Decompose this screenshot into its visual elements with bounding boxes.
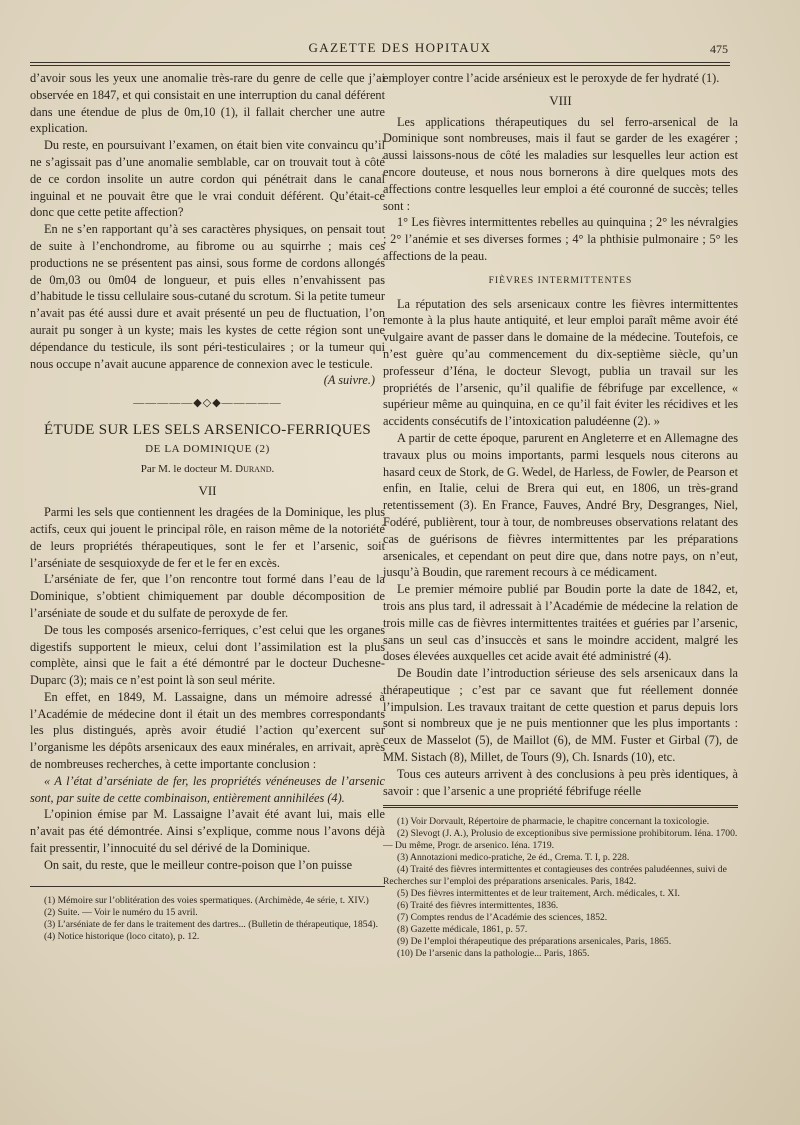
paragraph: On sait, du reste, que le meilleur contre-poison que l’on puisse (44, 857, 353, 872)
left-column (30, 70, 385, 1075)
paragraph: De tous les composés arsenico-ferriques, c’est celui que les organes digestifs supportent le mieux, celui dont l’assimilation est la plus complète, ainsi que le fait a été démontré par le docteur Duchesne-Duparc (3); mais ce n’est point là son seul mérite. (30, 622, 385, 688)
footnote: (8) Gazette médicale, 1861, p. 57. (397, 924, 528, 936)
article-author (30, 461, 385, 478)
footnote-rule (383, 805, 738, 808)
to-be-continued: (A suivre.) (323, 373, 375, 388)
journal-title: GAZETTE DES HOPITAUX (308, 40, 492, 55)
footnote: (9) De l’emploi thérapeutique des préparations arsenicales, Paris, 1865. (397, 936, 672, 948)
paragraph: Tous ces auteurs arrivent à des conclusions à peu près identiques, à savoir : que l’arsenic a une propriété fébrifuge réelle (383, 766, 738, 798)
section-number: VIII (549, 92, 572, 108)
footnote: (2) Slevogt (J. A.), Prolusio de exceptionibus sive permissione prohibitorum. Iéna. 1700. — Du même, Progr. de arsenico. Iéna. 1719. (383, 828, 738, 852)
paragraph: L’opinion émise par M. Lassaigne l’avait été avant lui, mais elle n’avait pas été démontrée. Ainsi s’explique, comme nous l’avons déjà fait pressentir, l’innocuité du sel dérivé de la Dominique. (30, 807, 385, 856)
quotation: « A l’état d’arséniate de fer, les propriétés vénéneuses de l’arsenic sont, par suite de cette combinaison, entièrement annihilées (4). (30, 773, 385, 805)
author-prefix: Par M. le docteur (140, 462, 218, 475)
paragraph: L’arséniate de fer, que l’on rencontre tout formé dans l’eau de la Dominique, s’obtient chimiquement par double décomposition de l’arséniate de soude et du sulfate de peroxyde de fer. (30, 572, 385, 620)
header-rule-secondary (30, 65, 730, 66)
paragraph: En ne s’en rapportant qu’à ses caractères physiques, on pensait tout de suite à l’enchondrome, au fibrome ou au squirrhe ; mais ces productions ne se présentent pas ainsi, sous forme de cordons allongés de 0m,03 ou 0m04 de longueur, et puis elles n’envahissent pas d’habitude le tissu cellulaire sous-cutané du scrotum. Si la petite tumeur n’avait pas été aussi dure et avait présenté un peu de fluctuation, l’on aurait pu songer à un kyste; mais les kystes de cette région sont une dépendance du testicule, ils sont péri-testiculaires ; or la tumeur qui nous occupe n’avait aucune apparence de connexion avec le testicule. (30, 222, 385, 371)
paragraph: Du reste, en poursuivant l’examen, on était bien vite convaincu qu’il ne s’agissait pas d’une anomalie semblable, car on trouvait tout à côté de ce cordon insolite un autre cordon qui pénétrait dans le canal inguinal et ne pouvait être que le vrai conduit déférent. Qu’était-ce donc que cette petite affection? (30, 138, 385, 220)
paragraph: La réputation des sels arsenicaux contre les fièvres intermittentes remonte à la plus haute antiquité, et leur emploi paraît même avoir été vulgaire avant de passer dans le domaine de la médecine. Toutefois, ce n’est guère qu’au commencement du dix-septième siècle, qu’un professeur d’Iéna, le docteur Slevogt, publia un travail sur les propriétés de l’arsenic, qu’il qualifie de fébrifuge par excellence, « supérieur même au quinquina, en ce qu’il fait éviter les récidives et les accidents consécutifs de l’intoxication paludéenne (2). » (383, 296, 738, 429)
paragraph: d’avoir sous les yeux une anomalie très-rare du genre de celle que j’ai observée en 1847, et qui consistait en une interruption du canal déférent dans une étendue de plus de 0m,10 (1), il fallait chercher une autre explication. (30, 71, 385, 136)
footnote: (10) De l’arsenic dans la pathologie... Paris, 1865. (397, 948, 590, 960)
article-subtitle: DE LA DOMINIQUE (2) (145, 442, 270, 455)
footnote: (3) Annotazioni medico-pratiche, 2e éd., Crema. T. I, p. 228. (397, 852, 630, 864)
footnote-rule (30, 886, 385, 887)
paragraph: employer contre l’acide arsénieux est le peroxyde de fer hydraté (1). (383, 71, 720, 85)
page-number: 475 (710, 42, 728, 56)
header-rule (30, 62, 730, 63)
paragraph: Le premier mémoire publié par Boudin porte la date de 1842, et, trois ans plus tard, il adressait à l’Académie de médecine la relation de trois mille cas de fièvres intermittentes traitées et guéries par l’arsenic, sans un seul cas d’insuccès et sans le moindre accident, malgré les doses élevées auxquelles cet acide avait été administré (4). (383, 582, 738, 664)
paragraph: En effet, en 1849, M. Lassaigne, dans un mémoire adressé à l’Académie de médecine dont il était un des membres correspondants les plus distingués, après avoir étudié l’action qu’exercent sur l’organisme les dépôts arsenicaux des eaux minérales, en arrivait, après de nombreuses recherches, à cette importante conclusion : (30, 689, 385, 772)
footnote: (6) Traité des fièvres intermittentes, 1836. (397, 900, 559, 912)
footnote: (4) Notice historique (loco citato), p. 12. (44, 930, 200, 942)
author-name: M. Durand. (219, 462, 275, 475)
section-number: VII (198, 483, 217, 499)
paragraph: Parmi les sels que contiennent les dragées de la Dominique, les plus actifs, ceux qui jouent le principal rôle, en raison même de la notoriété de leurs propriétés thérapeutiques, sont le fer et l’arsenic, soit l’arséniate de sesquioxyde de fer et le fer en excès. (30, 505, 385, 570)
paragraph: A partir de cette époque, parurent en Angleterre et en Allemagne des travaux plus ou moins importants, parmi lesquels nous citerons au hasard ceux de Stork, de G. Wedel, de Harless, de Fowler, de Pearson et enfin, en Italie, celui de Brera qui eut, en 1806, un très-grand retentissement (3). En France, Fauves, André Bry, Desgranges, Niel, Fodéré, publièrent, tour à tour, de nombreuses observations relatant des cas de guérisons de fièvres intermittentes par les préparations arsenicales, et cependant on peut dire que, dans notre pays, on n’eut, jusqu’à Boudin, que rarement recours à ce médicament. (383, 430, 738, 580)
footnote: (5) Des fièvres intermittentes et de leur traitement, Arch. médicales, t. XI. (397, 888, 680, 900)
paragraph: De Boudin date l’introduction sérieuse des sels arsenicaux dans la thérapeutique ; c’est par ce savant que fut réellement donnée l’impulsion. Les travaux traitant de cette question et parus depuis lors sont si nombreux que je ne puis mentionner que les plus importants : ceux de Masselot (5), de Maillot (6), de MM. Fuster et Girbal (7), de MM. Sistach (8), Millet, de Tours (9), Ch. Isnards (10), etc. (383, 666, 738, 765)
footnote: (3) L’arséniate de fer dans le traitement des dartres... (Bulletin de thérapeutique, 1854). (44, 918, 378, 930)
footnote: (1) Voir Dorvault, Répertoire de pharmacie, le chapitre concernant la toxicologie. (397, 816, 710, 828)
ornamental-separator: —————◆◇◆————— (133, 397, 282, 410)
paragraph: 1° Les fièvres intermittentes rebelles au quinquina ; 2° les névralgies ; 2° l’anémie et ses diverses formes ; 4° la phthisie pulmonaire ; 5° les affections de la peau. (383, 215, 738, 263)
section-subheading: FIÈVRES INTERMITTENTES (488, 275, 633, 286)
footnote: (4) Traité des fièvres intermittentes et contagieuses des contrées paludéennes, suivi de Recherches sur l’emploi des préparations arsenicales. Paris, 1842. (383, 864, 727, 888)
right-column (383, 70, 738, 1075)
footnote: (7) Comptes rendus de l’Académie des sciences, 1852. (397, 912, 608, 924)
paragraph: Les applications thérapeutiques du sel ferro-arsenical de la Dominique sont nombreuses, mais il faut se garder de les exagérer ; aussi laissons-nous de côté les maladies sur lesquelles leur action est encore douteuse, et nous nous bornerons à dire quelques mots des affections contre lesquelles leur emploi a été couronné de succès; telles sont : (383, 114, 738, 213)
article-title: ÉTUDE SUR LES SELS ARSENICO-FERRIQUES (44, 421, 371, 438)
footnote: (2) Suite. — Voir le numéro du 15 avril. (44, 906, 198, 918)
footnote: (1) Mémoire sur l’oblitération des voies spermatiques. (Archimède, 4e série, t. XIV.) (44, 894, 369, 906)
